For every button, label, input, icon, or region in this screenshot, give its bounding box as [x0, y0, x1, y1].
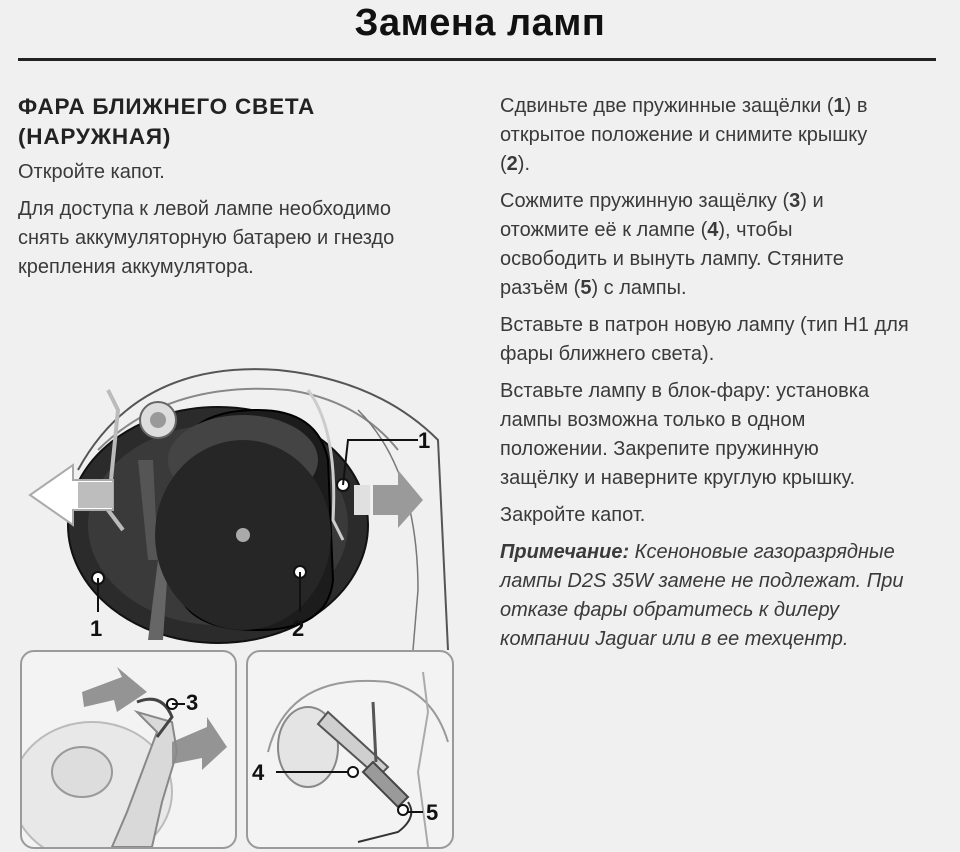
headlamp-illustration: [18, 350, 458, 650]
page-title: Замена ламп: [354, 2, 606, 44]
callout-2: 2: [292, 616, 305, 641]
step-insert-new-lamp: Вставьте в патрон новую лампу (тип H1 для фары ближнего света).: [500, 314, 909, 365]
step-remove-lamp: Сожмите пружинную защёлку (3) и отожмите её к лампе (4), чтобы освободить и вынуть лампу. Стяните разъём (5) с лампы.: [500, 190, 844, 299]
section-heading-line-2: (НАРУЖНАЯ): [18, 124, 172, 149]
inset-lamp-connector: [246, 650, 454, 849]
inset-spring-clip: [20, 650, 237, 849]
step-install-lamp: Вставьте лампу в блок-фару: установка лампы возможна только в одном положении. Закрепите пружинную защёлку и наверните круглую крышку.: [500, 380, 870, 489]
step-remove-cover: Сдвиньте две пружинные защёлки (1) в открытое положение и снимите крышку (2).: [500, 95, 868, 175]
note-label: Примечание:: [500, 541, 630, 563]
note-text: Ксеноновые газоразрядные лампы D2S 35W замене не подлежат. При отказе фары обратитесь к дилеру компании Jaguar или в ее техцентр.: [500, 541, 904, 650]
instruction-battery-access: Для доступа к левой лампе необходимо снять аккумуляторную батарею и гнездо крепления аккумулятора.: [18, 198, 395, 278]
step-close-hood: Закройте капот.: [500, 504, 646, 526]
lamp-connector-illustration: [248, 652, 452, 847]
callout-1-right: 1: [418, 428, 431, 453]
callout-3: 3: [186, 690, 199, 715]
callout-4: 4: [252, 760, 265, 785]
callout-5: 5: [426, 800, 439, 825]
section-heading-line-1: ФАРА БЛИЖНЕГО СВЕТА: [18, 94, 316, 119]
instruction-open-hood: Откройте капот.: [18, 161, 165, 183]
callout-1-left: 1: [90, 616, 103, 641]
section-heading: [18, 92, 458, 152]
left-column: [18, 92, 458, 290]
title-divider: [18, 58, 936, 61]
spring-clip-illustration: [22, 652, 235, 847]
right-column: [500, 92, 940, 662]
note: [500, 538, 930, 654]
